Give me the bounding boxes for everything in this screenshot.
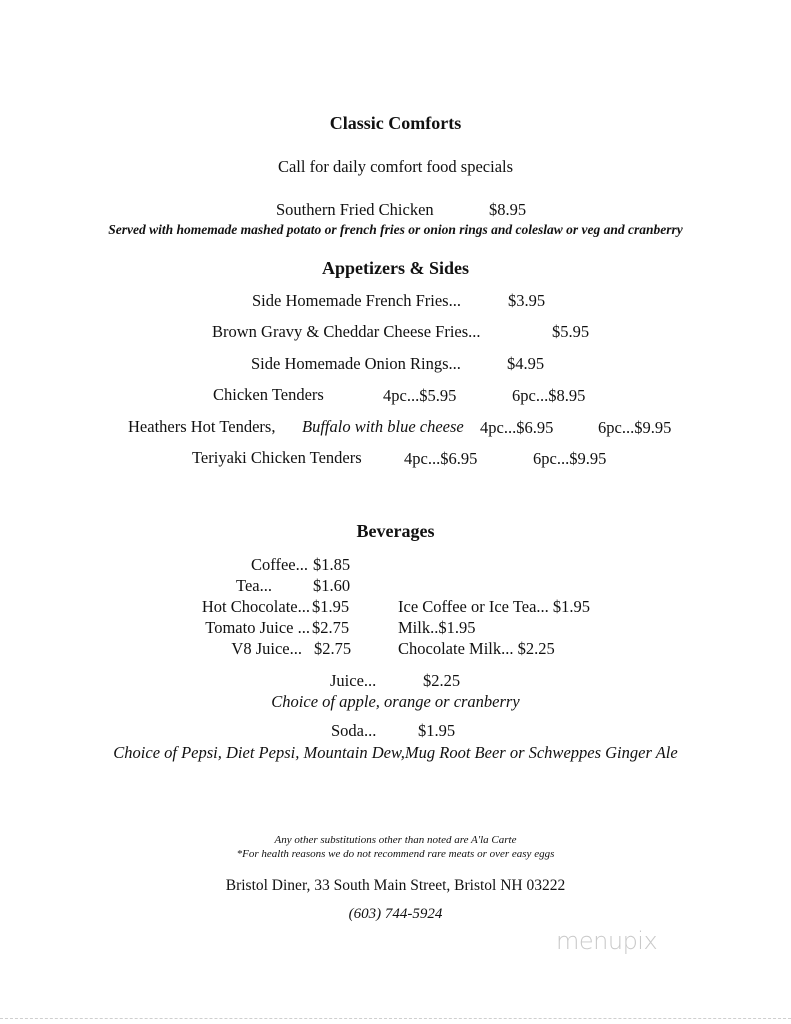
hot-tenders-6pc: 6pc...$9.95 xyxy=(598,418,672,437)
hot-chocolate-price: $1.95 xyxy=(312,597,350,616)
milk: Milk..$1.95 xyxy=(398,618,476,637)
soda-desc: Choice of Pepsi, Diet Pepsi, Mountain Dew,Mug Root Beer or Schweppes Ginger Ale xyxy=(113,743,678,762)
hot-tenders-4pc: 4pc...$6.95 xyxy=(480,418,554,437)
teriyaki-tenders-4pc: 4pc...$6.95 xyxy=(404,449,478,468)
juice-price: $2.25 xyxy=(423,671,461,690)
soda-price: $1.95 xyxy=(418,721,456,740)
scan-edge-divider xyxy=(0,1018,791,1021)
v8-juice-name: V8 Juice... xyxy=(231,639,302,658)
french-fries-price: $3.95 xyxy=(508,291,546,310)
teriyaki-tenders-name: Teriyaki Chicken Tenders xyxy=(192,448,362,467)
chicken-tenders-name: Chicken Tenders xyxy=(213,385,324,404)
chocolate-milk: Chocolate Milk... $2.25 xyxy=(398,639,555,658)
tomato-juice-name: Tomato Juice ... xyxy=(205,618,310,637)
hot-tenders-desc: Buffalo with blue cheese xyxy=(302,417,464,436)
southern-fried-chicken-name: Southern Fried Chicken xyxy=(276,200,434,219)
gravy-fries-price: $5.95 xyxy=(552,322,590,341)
tea-name: Tea... xyxy=(236,576,272,595)
menupix-watermark: menupix xyxy=(556,927,658,955)
juice-name: Juice... xyxy=(330,671,377,690)
juice-desc: Choice of apple, orange or cranberry xyxy=(271,692,520,711)
hot-tenders-name: Heathers Hot Tenders, xyxy=(128,417,276,436)
hot-chocolate-name: Hot Chocolate... xyxy=(201,597,310,616)
teriyaki-tenders-6pc: 6pc...$9.95 xyxy=(533,449,607,468)
phone: (603) 744-5924 xyxy=(348,906,443,922)
chicken-tenders-6pc: 6pc...$8.95 xyxy=(512,386,586,405)
tomato-juice-price: $2.75 xyxy=(312,618,350,637)
ice-coffee-tea: Ice Coffee or Ice Tea... $1.95 xyxy=(398,597,591,616)
health-note: *For health reasons we do not recommend rare meats or over easy eggs xyxy=(236,848,555,860)
appetizers-heading: Appetizers & Sides xyxy=(322,258,469,278)
soda-name: Soda... xyxy=(331,721,377,740)
coffee-price: $1.85 xyxy=(313,555,351,574)
beverages-heading: Beverages xyxy=(356,521,435,541)
southern-fried-chicken-price: $8.95 xyxy=(489,200,527,219)
onion-rings-price: $4.95 xyxy=(507,354,545,373)
tea-price: $1.60 xyxy=(313,576,351,595)
classic-comforts-heading: Classic Comforts xyxy=(329,113,462,133)
gravy-fries-name: Brown Gravy & Cheddar Cheese Fries... xyxy=(212,322,481,341)
address: Bristol Diner, 33 South Main Street, Bristol NH 03222 xyxy=(225,877,566,894)
french-fries-name: Side Homemade French Fries... xyxy=(252,291,461,310)
v8-juice-price: $2.75 xyxy=(314,639,352,658)
onion-rings-name: Side Homemade Onion Rings... xyxy=(251,354,461,373)
specials-note: Call for daily comfort food specials xyxy=(277,157,514,176)
coffee-name: Coffee... xyxy=(251,555,308,574)
substitutions-note: Any other substitutions other than noted are A'la Carte xyxy=(274,834,517,846)
southern-fried-chicken-desc: Served with homemade mashed potato or french fries or onion rings and coleslaw or veg and cranberry xyxy=(108,222,683,237)
chicken-tenders-4pc: 4pc...$5.95 xyxy=(383,386,457,405)
